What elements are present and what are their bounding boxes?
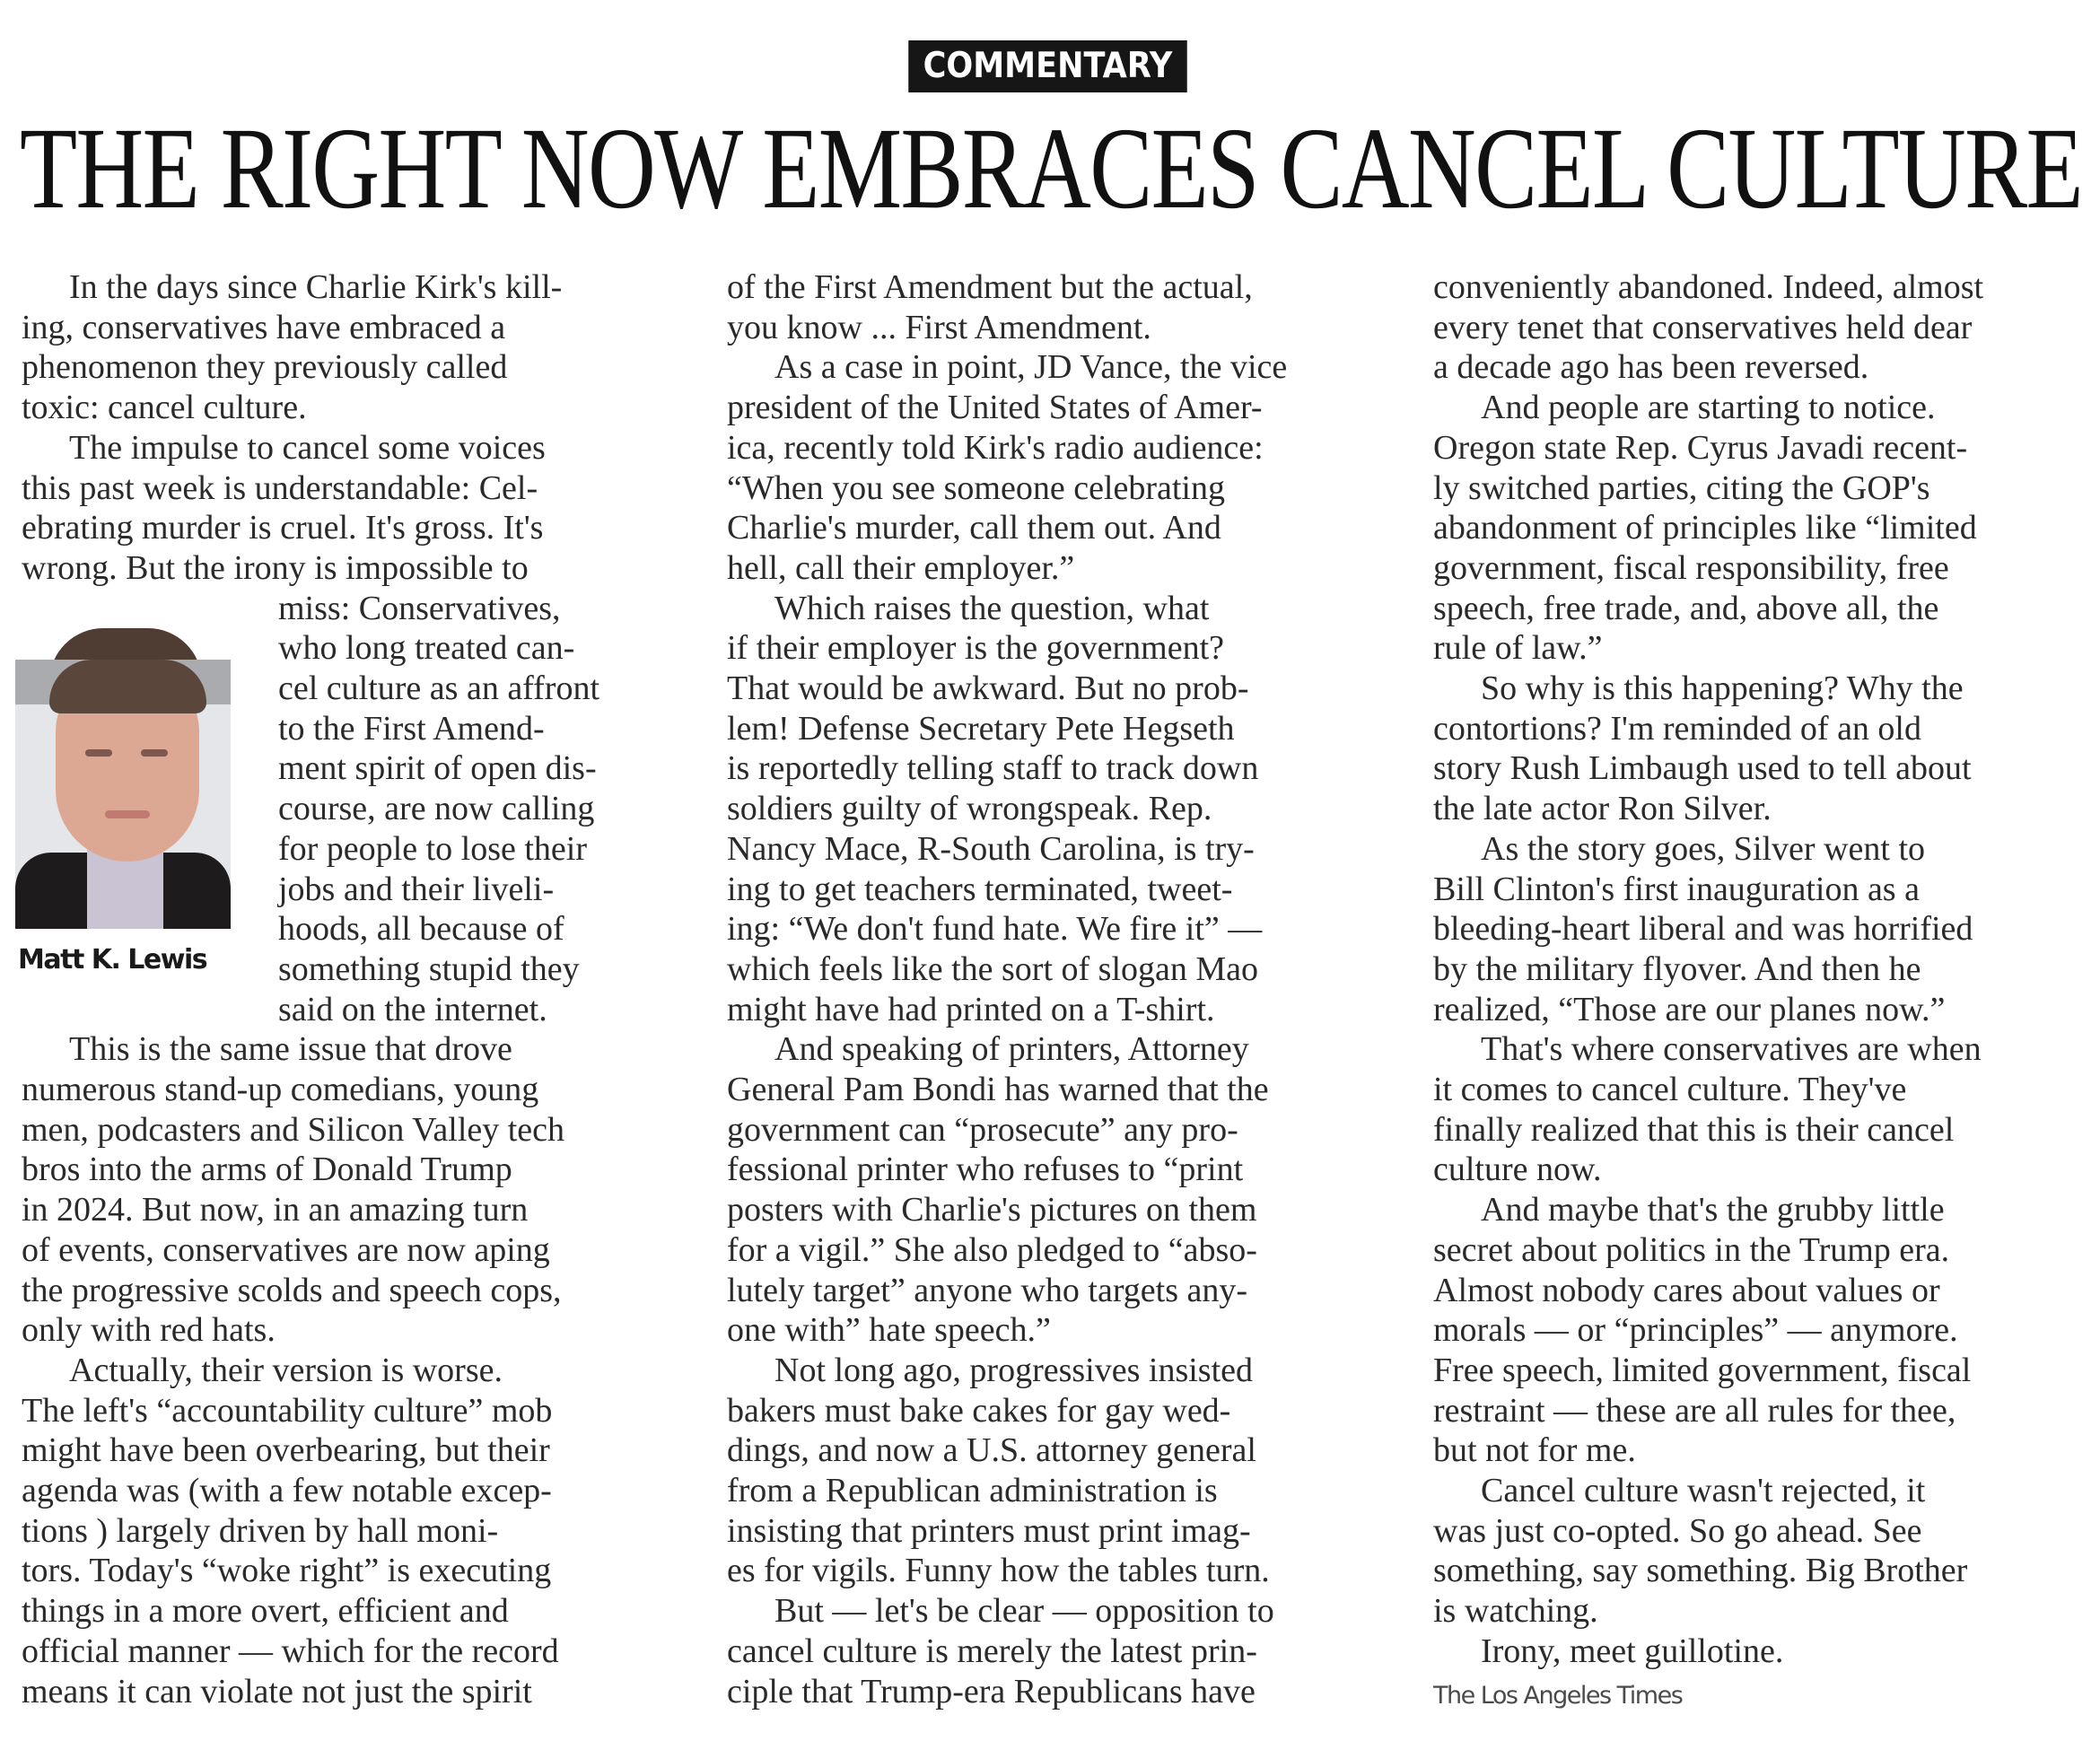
text-line: posters with Charlie's pictures on them	[727, 1191, 1257, 1229]
text-line: who long treated can-	[278, 629, 575, 668]
text-line: lutely target” anyone who targets any-	[727, 1271, 1248, 1309]
text-line: hell, call their employer.”	[727, 548, 1075, 587]
text-line: might have been overbearing, but their	[22, 1431, 550, 1470]
text-line: if their employer is the government?	[727, 629, 1224, 668]
text-line: course, are now calling	[278, 790, 595, 828]
text-line: things in a more overt, efficient and	[22, 1592, 509, 1631]
text-line: bros into the arms of Donald Trump	[22, 1150, 512, 1189]
text-line: for a vigil.” She also pledged to “abso-	[727, 1230, 1257, 1269]
text-line: this past week is understandable: Cel-	[22, 468, 538, 507]
text-line: ica, recently told Kirk's radio audience:	[727, 428, 1264, 467]
text-line: ly switched parties, citing the GOP's	[1433, 468, 1930, 507]
text-line: only with red hats.	[22, 1311, 276, 1350]
text-line: in 2024. But now, in an amazing turn	[22, 1191, 529, 1229]
text-line: numerous stand-up comedians, young	[22, 1071, 539, 1108]
text-line: the late actor Ron Silver.	[1433, 790, 1772, 828]
text-line: ing: “We don't fund hate. We fire it” —	[727, 910, 1263, 949]
text-line: but not for me.	[1433, 1431, 1636, 1470]
photo-mouth	[105, 810, 150, 818]
text-line: As a case in point, JD Vance, the vice	[774, 348, 1288, 387]
text-line: bakers must bake cakes for gay wed-	[727, 1391, 1231, 1430]
text-line: men, podcasters and Silicon Valley tech	[22, 1110, 565, 1149]
text-line: Cancel culture wasn't rejected, it	[1481, 1472, 1926, 1509]
text-line: is watching.	[1433, 1592, 1598, 1631]
text-line: president of the United States of Amer-	[727, 389, 1263, 427]
text-line: Actually, their version is worse.	[69, 1351, 503, 1389]
author-photo	[15, 660, 231, 929]
text-line: tions ) largely driven by hall moni-	[22, 1511, 499, 1550]
text-line: government can “prosecute” any pro-	[727, 1110, 1238, 1149]
photo-eye-right	[141, 749, 168, 757]
text-line: soldiers guilty of wrongspeak. Rep.	[727, 790, 1212, 828]
text-line: toxic: cancel culture.	[22, 389, 307, 427]
text-line: something stupid they	[278, 949, 580, 988]
text-line: a decade ago has been reversed.	[1433, 348, 1869, 387]
text-line: is reportedly telling staff to track down	[727, 749, 1259, 788]
photo-hair	[49, 660, 206, 713]
text-line: wrong. But the irony is impossible to	[22, 548, 529, 587]
text-line: The left's “accountability culture” mob	[22, 1391, 553, 1430]
text-line: Charlie's murder, call them out. And	[727, 509, 1221, 547]
text-line: Bill Clinton's first inauguration as a	[1433, 870, 1920, 908]
text-line: And speaking of printers, Attorney	[774, 1030, 1249, 1069]
photo-eye-left	[85, 749, 112, 757]
text-line: of the First Amendment but the actual,	[727, 268, 1253, 306]
text-line: realized, “Those are our planes now.”	[1433, 990, 1946, 1028]
text-line: story Rush Limbaugh used to tell about	[1433, 749, 1972, 788]
text-line: morals — or “principles” — anymore.	[1433, 1311, 1958, 1350]
text-line: abandonment of principles like “limited	[1433, 509, 1977, 547]
text-line: finally realized that this is their cancel	[1433, 1110, 1955, 1149]
text-line: secret about politics in the Trump era.	[1433, 1230, 1950, 1269]
text-line: tors. Today's “woke right” is executing	[22, 1552, 552, 1590]
text-line: Irony, meet guillotine.	[1481, 1632, 1784, 1670]
text-line: cel culture as an affront	[278, 669, 600, 707]
text-line: insisting that printers must print imag-	[727, 1511, 1251, 1550]
text-line: from a Republican administration is	[727, 1472, 1218, 1509]
text-line: Almost nobody cares about values or	[1433, 1271, 1940, 1309]
text-line: agenda was (with a few notable excep-	[22, 1472, 552, 1509]
text-line: Not long ago, progressives insisted	[774, 1351, 1254, 1389]
text-line: And maybe that's the grubby little	[1481, 1191, 1945, 1229]
text-line: means it can violate not just the spirit	[22, 1672, 532, 1710]
text-line: to the First Amend-	[278, 709, 545, 748]
text-line: ing to get teachers terminated, tweet-	[727, 870, 1233, 908]
text-line: the progressive scolds and speech cops,	[22, 1271, 562, 1309]
text-line: So why is this happening? Why the	[1481, 669, 1964, 707]
text-line: ciple that Trump-era Republicans have	[727, 1672, 1256, 1710]
text-line: of events, conservatives are now aping	[22, 1230, 550, 1269]
text-line: by the military flyover. And then he	[1433, 949, 1921, 988]
text-line: es for vigils. Funny how the tables turn.	[727, 1552, 1270, 1590]
text-line: something, say something. Big Brother	[1433, 1552, 1968, 1590]
text-line: ment spirit of open dis-	[278, 749, 597, 788]
text-line: And people are starting to notice.	[1481, 389, 1936, 427]
text-line: said on the internet.	[278, 990, 547, 1028]
text-line: rule of law.”	[1433, 629, 1603, 668]
text-line: But — let's be clear — opposition to	[774, 1592, 1274, 1631]
text-line: you know ... First Amendment.	[727, 308, 1151, 346]
text-line: official manner — which for the record	[22, 1632, 559, 1670]
text-line: restraint — these are all rules for thee,	[1433, 1391, 1956, 1430]
author-byline: Matt K. Lewis	[18, 944, 207, 975]
headline: THE RIGHT NOW EMBRACES CANCEL CULTURE	[20, 104, 2082, 233]
text-line: That would be awkward. But no prob-	[727, 669, 1249, 707]
text-line: ing, conservatives have embraced a	[22, 308, 506, 346]
text-line: This is the same issue that drove	[69, 1030, 512, 1069]
text-line: In the days since Charlie Kirk's kill-	[69, 268, 563, 306]
text-line: fessional printer who refuses to “print	[727, 1150, 1244, 1189]
text-line: Oregon state Rep. Cyrus Javadi recent-	[1433, 428, 1968, 467]
text-line: one with” hate speech.”	[727, 1311, 1051, 1350]
text-line: contortions? I'm reminded of an old	[1433, 709, 1921, 748]
text-line: speech, free trade, and, above all, the	[1433, 589, 1939, 627]
text-line: conveniently abandoned. Indeed, almost	[1433, 268, 1984, 306]
text-line: “When you see someone celebrating	[727, 468, 1225, 507]
text-line: for people to lose their	[278, 829, 588, 868]
text-line: Free speech, limited government, fiscal	[1433, 1351, 1972, 1389]
text-line: hoods, all because of	[278, 910, 564, 949]
text-line: government, fiscal responsibility, free	[1433, 548, 1949, 587]
text-line: Nancy Mace, R-South Carolina, is try-	[727, 829, 1255, 868]
text-line: phenomenon they previously called	[22, 348, 508, 387]
text-line: The impulse to cancel some voices	[69, 428, 546, 467]
text-line: jobs and their liveli-	[278, 870, 555, 908]
source-credit: The Los Angeles Times	[1433, 1682, 1683, 1710]
text-line: might have had printed on a T-shirt.	[727, 990, 1215, 1028]
text-line: lem! Defense Secretary Pete Hegseth	[727, 709, 1235, 748]
text-line: was just co-opted. So go ahead. See	[1433, 1511, 1922, 1550]
text-line: That's where conservatives are when	[1481, 1030, 1982, 1069]
text-line: miss: Conservatives,	[278, 589, 561, 627]
text-line: it comes to cancel culture. They've	[1433, 1071, 1907, 1108]
text-line: culture now.	[1433, 1150, 1602, 1189]
text-line: bleeding-heart liberal and was horrified	[1433, 910, 1973, 949]
section-label-commentary: COMMENTARY	[908, 40, 1187, 92]
text-line: General Pam Bondi has warned that the	[727, 1071, 1269, 1108]
text-line: As the story goes, Silver went to	[1481, 829, 1926, 868]
text-line: every tenet that conservatives held dear	[1433, 308, 1973, 346]
text-line: Which raises the question, what	[774, 589, 1210, 627]
text-line: ebrating murder is cruel. It's gross. It's	[22, 509, 544, 547]
text-line: cancel culture is merely the latest prin-	[727, 1632, 1257, 1670]
text-line: dings, and now a U.S. attorney general	[727, 1431, 1256, 1470]
text-line: which feels like the sort of slogan Mao	[727, 949, 1259, 988]
